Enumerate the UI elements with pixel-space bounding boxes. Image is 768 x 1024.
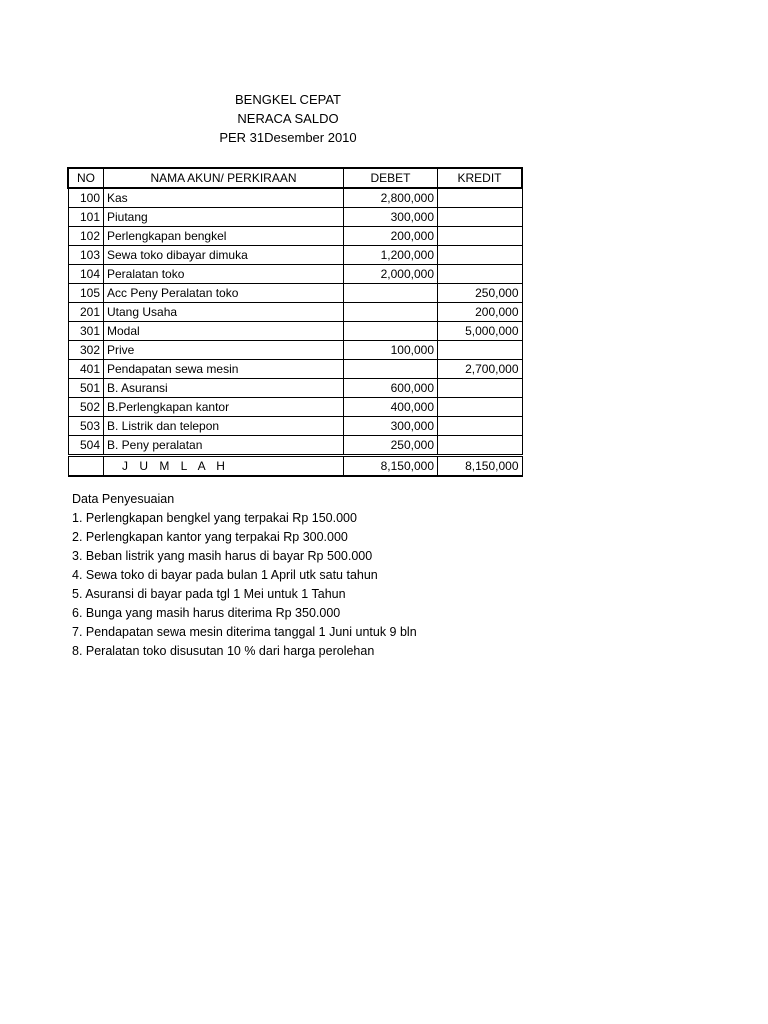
account-number: 103 (68, 246, 104, 265)
account-name: Sewa toko dibayar dimuka (104, 246, 344, 265)
kredit-value (438, 398, 523, 417)
account-number: 501 (68, 379, 104, 398)
table-row (68, 284, 522, 303)
kredit-value (438, 246, 523, 265)
table-row (68, 227, 522, 246)
table-row (68, 208, 522, 227)
table-row (68, 398, 522, 417)
list-item: 1. Perlengkapan bengkel yang terpakai Rp 150.000 (72, 511, 357, 525)
account-name: Peralatan toko (104, 265, 344, 284)
account-number: 302 (68, 341, 104, 360)
account-number: 504 (68, 436, 104, 456)
list-item: 2. Perlengkapan kantor yang terpakai Rp 300.000 (72, 530, 348, 544)
account-number: 401 (68, 360, 104, 379)
account-name: Utang Usaha (104, 303, 344, 322)
total-label: J U M L A H (104, 456, 344, 477)
account-number: 503 (68, 417, 104, 436)
account-name: Acc Peny Peralatan toko (104, 284, 344, 303)
kredit-value (438, 417, 523, 436)
account-number: 100 (68, 188, 104, 208)
debet-value (344, 360, 438, 379)
account-name: B. Peny peralatan (104, 436, 344, 456)
account-number: 105 (68, 284, 104, 303)
list-item: 4. Sewa toko di bayar pada bulan 1 April utk satu tahun (72, 568, 378, 582)
kredit-value (438, 265, 523, 284)
debet-value: 300,000 (344, 208, 438, 227)
total-row (68, 456, 522, 477)
adjustment-title: Data Penyesuaian (72, 492, 175, 506)
kredit-value: 2,700,000 (438, 360, 523, 379)
list-item: 8. Peralatan toko disusutan 10 % dari harga perolehan (72, 644, 375, 658)
debet-value: 2,800,000 (344, 188, 438, 208)
column-header-kredit: KREDIT (438, 168, 523, 188)
account-name: Perlengkapan bengkel (104, 227, 344, 246)
account-number: 502 (68, 398, 104, 417)
table-row (68, 246, 522, 265)
debet-value: 100,000 (344, 341, 438, 360)
table-header-row (68, 168, 522, 188)
table-row (68, 265, 522, 284)
debet-value: 200,000 (344, 227, 438, 246)
report-period: PER 31Desember 2010 (219, 130, 357, 145)
kredit-value (438, 227, 523, 246)
table-row (68, 303, 522, 322)
table-row (68, 188, 522, 208)
table-row (68, 322, 522, 341)
total-no-cell (68, 456, 104, 477)
table-row (68, 341, 522, 360)
table-row (68, 379, 522, 398)
list-item: 5. Asuransi di bayar pada tgl 1 Mei untuk 1 Tahun (72, 587, 346, 601)
account-number: 301 (68, 322, 104, 341)
column-header-account-name: NAMA AKUN/ PERKIRAAN (104, 168, 344, 188)
total-kredit: 8,150,000 (438, 456, 523, 477)
column-header-no: NO (68, 168, 104, 188)
account-name: Piutang (104, 208, 344, 227)
debet-value: 300,000 (344, 417, 438, 436)
kredit-value (438, 436, 523, 456)
table-row (68, 417, 522, 436)
account-number: 104 (68, 265, 104, 284)
debet-value: 2,000,000 (344, 265, 438, 284)
kredit-value (438, 208, 523, 227)
kredit-value (438, 341, 523, 360)
account-name: B. Listrik dan telepon (104, 417, 344, 436)
account-name: Pendapatan sewa mesin (104, 360, 344, 379)
list-item: 6. Bunga yang masih harus diterima Rp 350.000 (72, 606, 341, 620)
debet-value: 600,000 (344, 379, 438, 398)
trial-balance-table (67, 167, 523, 477)
report-title: NERACA SALDO (237, 111, 339, 126)
account-name: Modal (104, 322, 344, 341)
kredit-value: 250,000 (438, 284, 523, 303)
debet-value: 1,200,000 (344, 246, 438, 265)
company-name: BENGKEL CEPAT (235, 92, 341, 107)
column-header-debet: DEBET (344, 168, 438, 188)
kredit-value (438, 379, 523, 398)
debet-value (344, 322, 438, 341)
account-number: 201 (68, 303, 104, 322)
account-name: Prive (104, 341, 344, 360)
table-row (68, 436, 522, 456)
debet-value: 250,000 (344, 436, 438, 456)
account-name: B.Perlengkapan kantor (104, 398, 344, 417)
debet-value (344, 303, 438, 322)
account-name: Kas (104, 188, 344, 208)
account-number: 102 (68, 227, 104, 246)
list-item: 3. Beban listrik yang masih harus di bayar Rp 500.000 (72, 549, 373, 563)
account-name: B. Asuransi (104, 379, 344, 398)
adjustment-data-section (72, 490, 417, 661)
adjustment-list (72, 509, 417, 661)
kredit-value: 200,000 (438, 303, 523, 322)
debet-value (344, 284, 438, 303)
total-debet: 8,150,000 (344, 456, 438, 477)
kredit-value: 5,000,000 (438, 322, 523, 341)
account-number: 101 (68, 208, 104, 227)
kredit-value (438, 188, 523, 208)
list-item: 7. Pendapatan sewa mesin diterima tanggal 1 Juni untuk 9 bln (72, 625, 417, 639)
debet-value: 400,000 (344, 398, 438, 417)
table-row (68, 360, 522, 379)
